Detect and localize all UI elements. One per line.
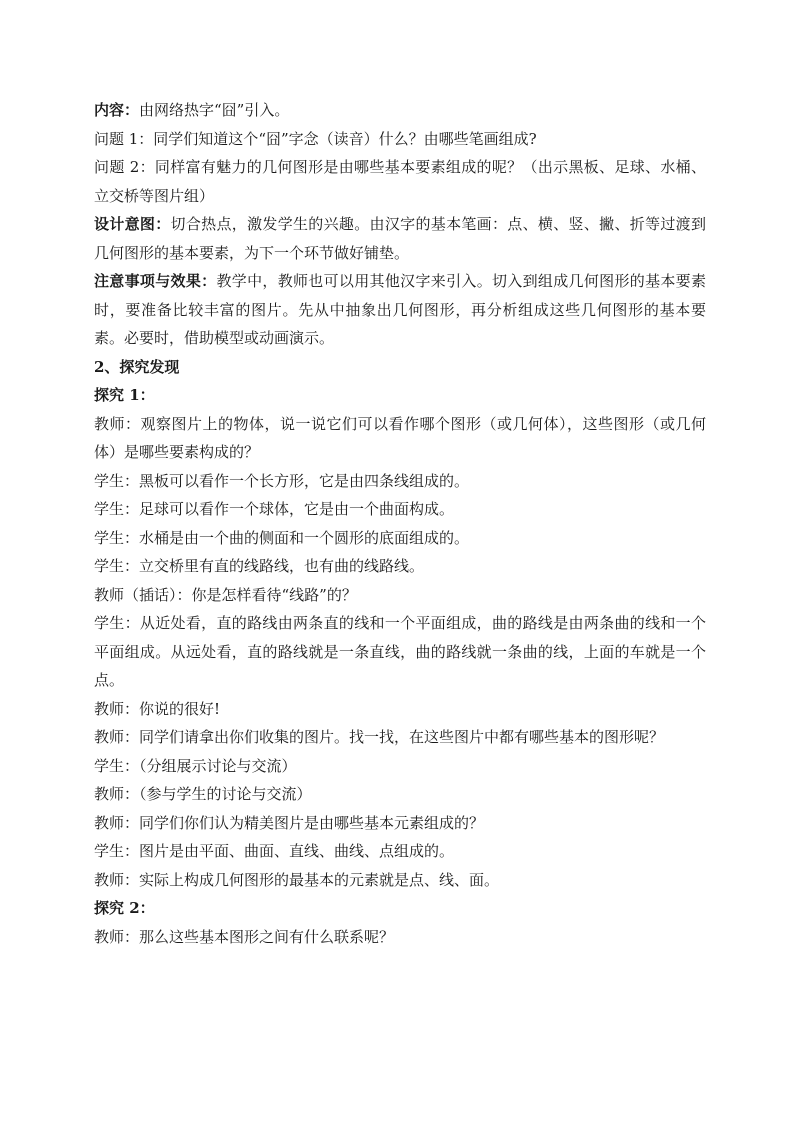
question-1: 问题 1：同学们知道这个“囧”字念（读音）什么？由哪些笔画组成? bbox=[94, 129, 537, 148]
dialogue-line: 学生：图片是由平面、曲面、直线、曲线、点组成的。 bbox=[94, 842, 455, 860]
design-intent-label: 设计意图： bbox=[94, 215, 171, 233]
document-body bbox=[94, 96, 706, 951]
dialogue-line: 学生：（分组展示讨论与交流） bbox=[94, 756, 297, 775]
dialogue-line: 教师：（参与学生的讨论与交流） bbox=[94, 785, 312, 803]
dialogue-line: 教师：同学们你们认为精美图片是由哪些基本元素组成的？ bbox=[94, 813, 485, 832]
design-intent-paragraph bbox=[94, 210, 706, 267]
notes-label: 注意事项与效果： bbox=[94, 272, 217, 290]
section-heading: 2、探究发现 bbox=[94, 357, 180, 376]
dialogue-line-final: 教师：那么这些基本图形之间有什么联系呢？ bbox=[94, 927, 395, 946]
notes-paragraph bbox=[94, 267, 706, 353]
dialogue-line: 教师：同学们请拿出你们收集的图片。找一找，在这些图片中都有哪些基本的图形呢？ bbox=[94, 728, 665, 746]
content-text: 由网络热字“囧”引入。 bbox=[139, 101, 290, 119]
dialogue-line: 教师（插话）：你是怎样看待“线路”的？ bbox=[94, 585, 357, 604]
dialogue-line: 学生：黑板可以看作一个长方形，它是由四条线组成的。 bbox=[94, 471, 470, 490]
dialogue-line: 学生：水桶是由一个曲的侧面和一个圆形的底面组成的。 bbox=[94, 528, 470, 547]
question-2: 问题 2：同样富有魅力的几何图形是由哪些基本要素组成的呢？（出示黑板、足球、水桶、立交桥等图片组） bbox=[94, 158, 706, 205]
dialogue-line: 教师：你说的很好! bbox=[94, 699, 221, 718]
explore-2-heading: 探究 2： bbox=[94, 899, 155, 917]
dialogue-line: 教师：实际上构成几何图形的最基本的元素就是点、线、面。 bbox=[94, 870, 500, 889]
content-paragraph bbox=[94, 96, 706, 125]
explore-1-heading: 探究 1： bbox=[94, 386, 155, 404]
dialogue-line: 学生：立交桥里有直的线路线，也有曲的线路线。 bbox=[94, 557, 425, 575]
content-label: 内容： bbox=[94, 101, 140, 119]
notes-text: 教学中，教师也可以用其他汉字来引入。切入到组成几何图形的基本要素时，要准备比较丰富的图片。先从中抽象出几何图形，再分析组成这些几何图形的基本要素。必要时，借助模型或动画演示。 bbox=[94, 272, 706, 347]
dialogue-line: 学生：从近处看，直的路线由两条直的线和一个平面组成，曲的路线是由两条曲的线和一个平面组成。从远处看，直的路线就是一条直线，曲的路线就一条曲的线，上面的车就是一个点。 bbox=[94, 614, 706, 689]
dialogue-line: 学生：足球可以看作一个球体，它是由一个曲面构成。 bbox=[94, 500, 455, 518]
dialogue-line: 教师：观察图片上的物体，说一说它们可以看作哪个图形（或几何体），这些图形（或几何体）是哪些要素构成的？ bbox=[94, 414, 706, 461]
design-intent-text: 切合热点，激发学生的兴趣。由汉字的基本笔画：点、横、竖、撇、折等过渡到几何图形的基本要素，为下一个环节做好铺垫。 bbox=[94, 215, 706, 262]
